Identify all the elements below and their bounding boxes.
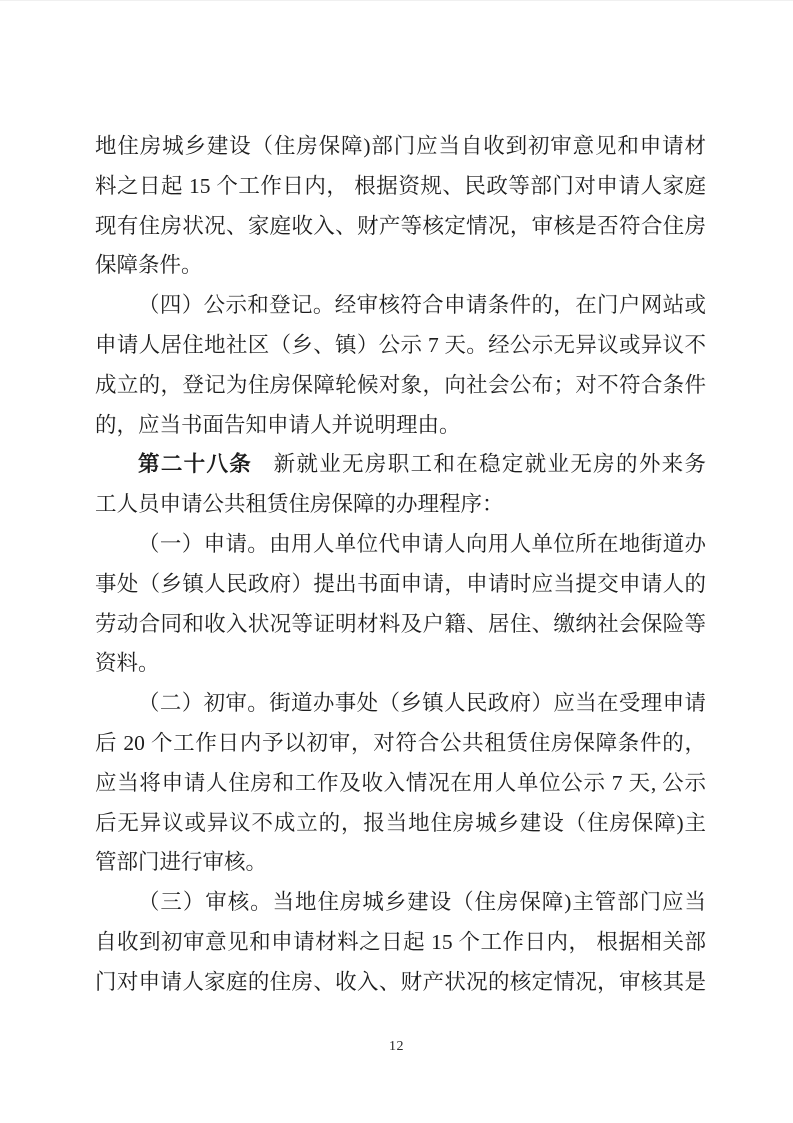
text-line: 后无异议或异议不成立的，报当地住房城乡建设（住房保障)主	[95, 810, 706, 835]
text-line: （四）公示和登记。经审核符合申请条件的，在门户网站或	[138, 293, 706, 318]
text-line: 料之日起 15 个工作日内， 根据资规、民政等部门对申请人家庭	[95, 173, 706, 198]
text-line: 后 20 个工作日内予以初审，对符合公共租赁住房保障条件的，	[95, 730, 706, 755]
page-number: 12	[389, 1039, 404, 1054]
text-line: 成立的，登记为住房保障轮候对象，向社会公布；对不符合条件	[95, 372, 706, 397]
article-number: 第二十八条	[138, 452, 253, 477]
text-line: 保障条件。	[95, 253, 203, 278]
article-heading-text: 新就业无房职工和在稳定就业无房的外来务	[273, 452, 706, 477]
text-line: 现有住房状况、家庭收入、财产等核定情况，审核是否符合住房	[95, 213, 706, 238]
text-line: 门对申请人家庭的住房、收入、财产状况的核定情况，审核其是	[95, 969, 706, 994]
text-line: （一）申请。由用人单位代申请人向用人单位所在地街道办	[138, 531, 706, 556]
text-line: 劳动合同和收入状况等证明材料及户籍、居住、缴纳社会保险等	[95, 611, 706, 636]
text-line: 工人员申请公共租赁住房保障的办理程序：	[95, 492, 504, 517]
text-line: 申请人居住地社区（乡、镇）公示 7 天。经公示无异议或异议不	[95, 332, 706, 357]
text-line: 地住房城乡建设（住房保障)部门应当自收到初审意见和申请材	[95, 134, 706, 158]
text-line: 应当将申请人住房和工作及收入情况在用人单位公示 7 天, 公示	[95, 770, 706, 795]
text-line: 资料。	[95, 651, 160, 676]
document-body	[95, 127, 706, 1003]
text-line: （三）审核。当地住房城乡建设（住房保障)主管部门应当	[138, 890, 706, 915]
text-line: （二）初审。街道办事处（乡镇人民政府）应当在受理申请	[138, 691, 706, 716]
text-line: 事处（乡镇人民政府）提出书面申请，申请时应当提交申请人的	[95, 571, 706, 596]
text-line: 的，应当书面告知申请人并说明理由。	[95, 412, 461, 437]
text-line	[95, 445, 706, 485]
text-line: 自收到初审意见和申请材料之日起 15 个工作日内， 根据相关部	[95, 929, 706, 954]
text-line: 管部门进行审核。	[95, 850, 268, 875]
